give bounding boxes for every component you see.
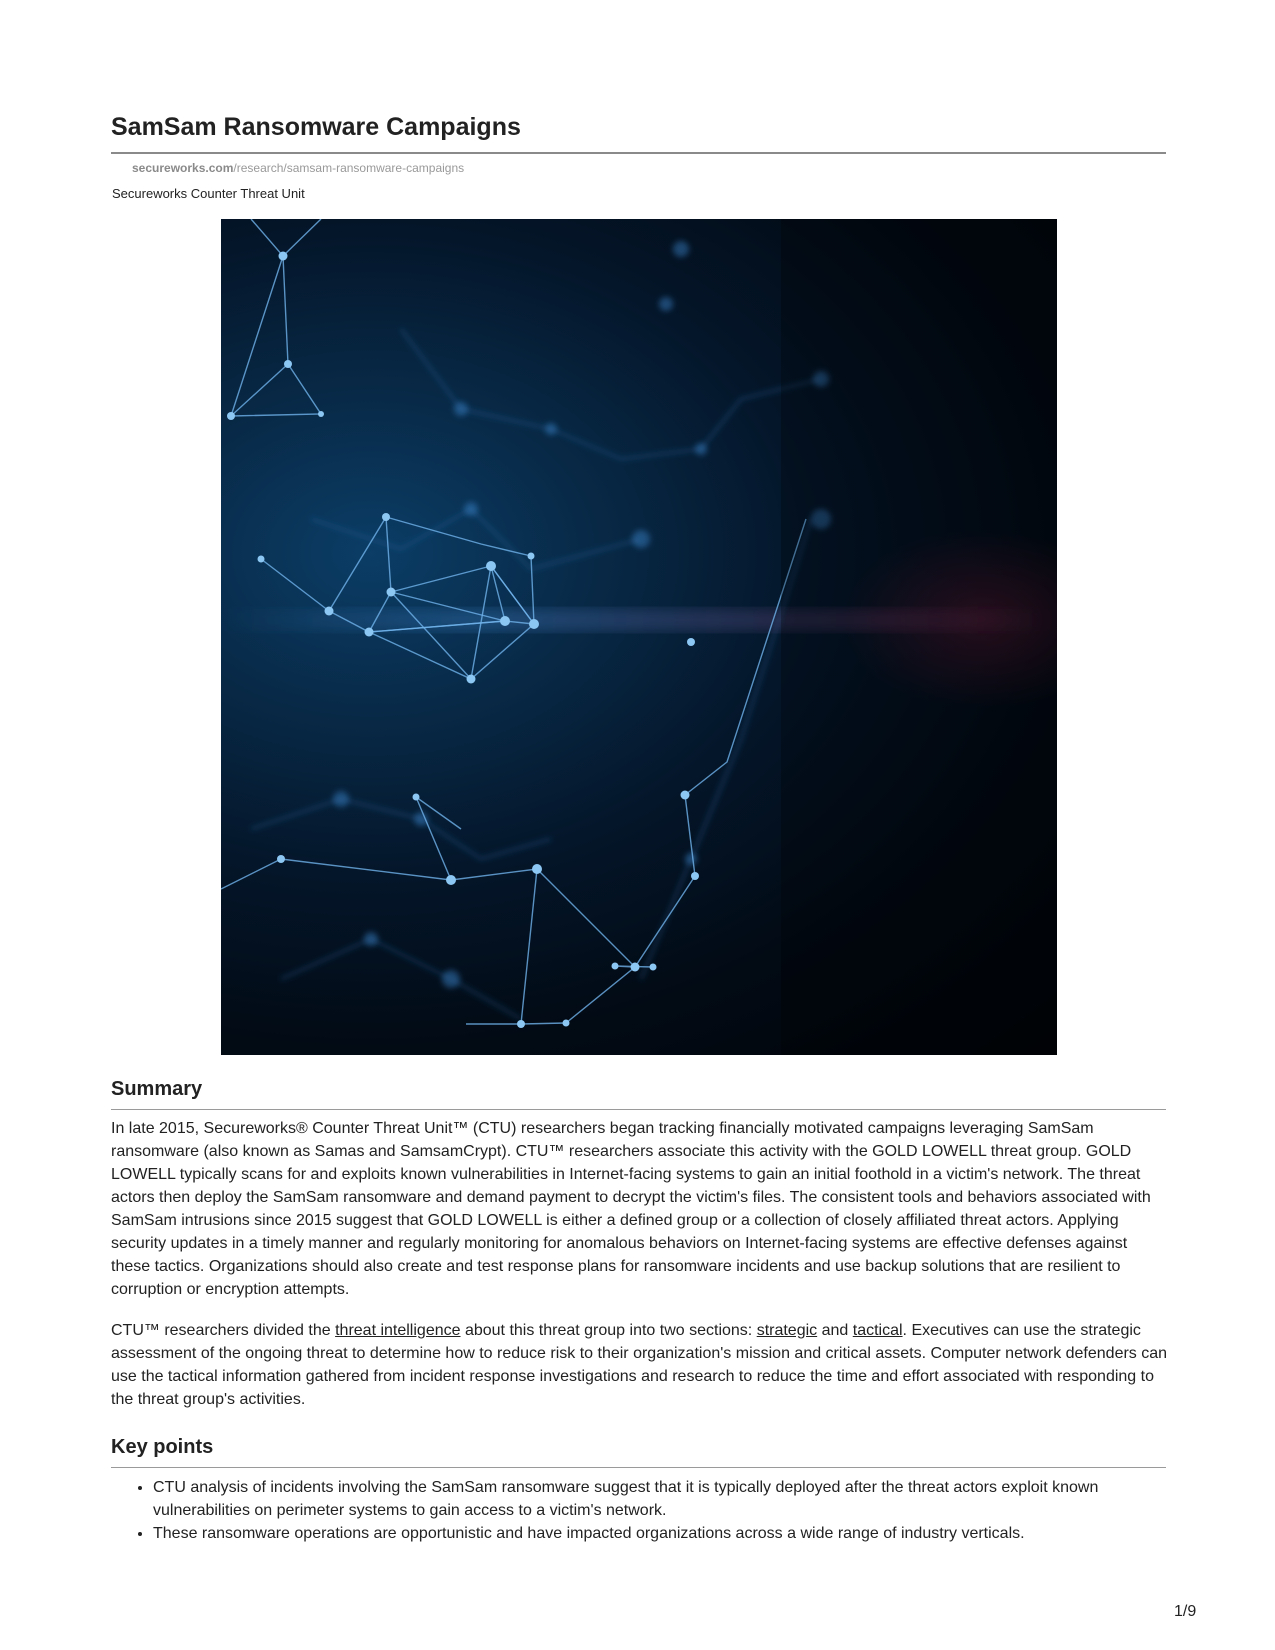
key-points-list — [111, 1476, 1166, 1545]
threat-intelligence-link[interactable]: threat intelligence — [335, 1322, 461, 1339]
key-points-heading: Key points — [111, 1436, 214, 1458]
key-point-item: • CTU analysis of incidents involving the SamSam ransomware suggest that it is typically deployed after the threat actors exploit known vulnerabilities on perimeter systems to gain access to a victim's network. — [153, 1476, 1166, 1522]
summary-paragraph-2: CTU™ researchers divided the threat intelligence about this threat group into two sections: strategic and tactical. Executives can use the strategic assessment of the ongoing threat to determine how to reduce risk to their organization's mission and critical assets. Computer network defenders can use the tactical information gathered from incident response investigations and research to reduce the time and effort associated with responding to the threat group's activities. — [111, 1322, 1168, 1408]
page-number: 1/9 — [1174, 1603, 1197, 1620]
summary-divider — [111, 1109, 1166, 1110]
key-point-item: • These ransomware operations are opportunistic and have impacted organizations across a wide range of industry verticals. — [153, 1522, 1166, 1545]
source-url[interactable] — [132, 160, 464, 176]
article-author: Secureworks Counter Threat Unit — [112, 186, 305, 201]
network-graph-illustration — [221, 219, 1057, 1055]
summary-heading: Summary — [111, 1078, 203, 1100]
hero-image-network-graph — [221, 219, 1057, 1055]
title-divider — [111, 152, 1166, 154]
key-points-divider — [111, 1467, 1166, 1468]
tactical-link[interactable]: tactical — [852, 1322, 903, 1339]
strategic-link[interactable]: strategic — [756, 1322, 818, 1339]
summary-paragraph-1: In late 2015, Secureworks® Counter Threat Unit™ (CTU) researchers began tracking financially motivated campaigns leveraging SamSam ransomware (also known as Samas and SamsamCrypt). CTU™ researchers associate this activity with the GOLD LOWELL threat group. GOLD LOWELL typically scans for and exploits known vulnerabilities in Internet-facing systems to gain an initial foothold in a victim's network. The threat actors then deploy the SamSam ransomware and demand payment to decrypt the victim's files. The consistent tools and behaviors associated with SamSam intrusions since 2015 suggest that GOLD LOWELL is either a defined group or a collection of closely affiliated threat actors. Applying security updates in a timely manner and regularly monitoring for anomalous behaviors on Internet-facing systems are effective defenses against these tactics. Organizations should also create and test response plans for ransomware incidents and use backup solutions that are resilient to corruption or encryption attempts. — [111, 1120, 1151, 1298]
source-domain[interactable]: secureworks.com — [132, 161, 234, 175]
source-path[interactable]: /research/samsam-ransomware-campaigns — [233, 161, 465, 175]
article-title: SamSam Ransomware Campaigns — [111, 113, 521, 141]
